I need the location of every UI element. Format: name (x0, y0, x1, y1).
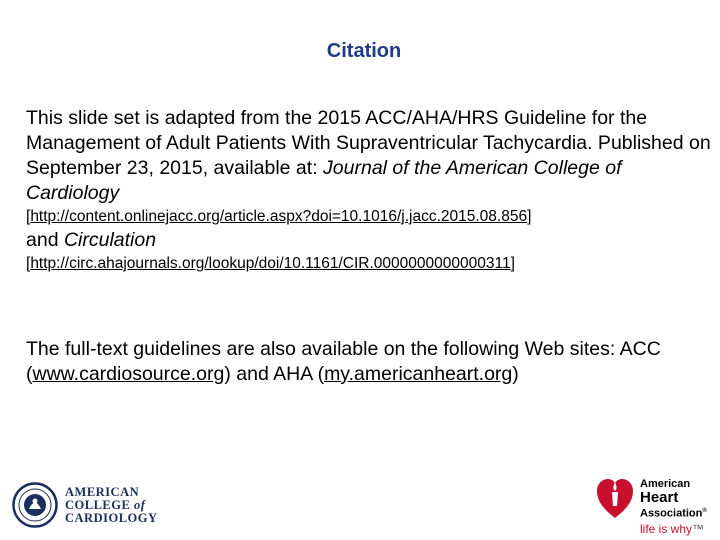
circulation-url-line (26, 253, 716, 274)
acc-website-link[interactable]: www.cardiosource.org (32, 363, 225, 385)
websites-text-end: ) (512, 363, 519, 385)
journal-name-circulation: Circulation (63, 229, 157, 251)
aha-line-3 (640, 505, 707, 520)
websites-text: The full-text guidelines are also available on the following Web sites: ACC ( (26, 338, 661, 385)
and-text: and (26, 229, 64, 251)
bracket-open: [ (26, 255, 31, 272)
acc-seal-icon (12, 482, 58, 528)
bracket-close: ] (510, 255, 515, 272)
trademark-mark: ™ (692, 522, 705, 536)
acc-line-3: CARDIOLOGY (65, 511, 158, 525)
aha-line-2: Heart (640, 489, 679, 506)
slide-title: Citation (326, 40, 402, 62)
spacer (26, 275, 716, 337)
aha-wordmark (640, 478, 707, 520)
heart-torch-icon (596, 476, 634, 520)
citation-paragraph (26, 106, 716, 206)
circulation-line (26, 228, 716, 253)
jacc-article-link[interactable]: http://content.onlinejacc.org/article.aspx?doi=10.1016/j.jacc.2015.08.856 (30, 208, 528, 225)
aha-website-link[interactable]: my.americanheart.org (324, 363, 513, 385)
bracket-close: ] (527, 208, 532, 225)
citation-body (26, 106, 716, 387)
journal-name-jacc: Journal of the American College of Cardiology (26, 157, 622, 204)
acc-line-1: AMERICAN (65, 485, 140, 499)
citation-text: This slide set is adapted from the 2015 ACC/AHA/HRS Guideline for the Management of Adult Patients With Supraventricular Tachycardia. Published on September 23, 2015, available at: (26, 107, 711, 179)
aha-tagline-text: life is why (640, 522, 693, 536)
aha-logo (596, 472, 716, 538)
jacc-url-line (26, 206, 716, 227)
circulation-article-link[interactable]: http://circ.ahajournals.org/lookup/doi/10.1161/CIR.0000000000000311 (30, 255, 511, 272)
aha-tagline (640, 522, 704, 536)
acc-wordmark (65, 486, 158, 525)
acc-of: of (133, 498, 146, 512)
aha-line-1: American (640, 478, 691, 490)
aha-association: Association (640, 507, 703, 520)
acc-college: COLLEGE (65, 498, 131, 512)
registered-mark: ® (702, 508, 707, 514)
websites-text-mid: ) and AHA ( (224, 363, 325, 385)
websites-paragraph (26, 337, 716, 387)
acc-logo (12, 482, 162, 530)
bracket-open: [ (26, 208, 31, 225)
